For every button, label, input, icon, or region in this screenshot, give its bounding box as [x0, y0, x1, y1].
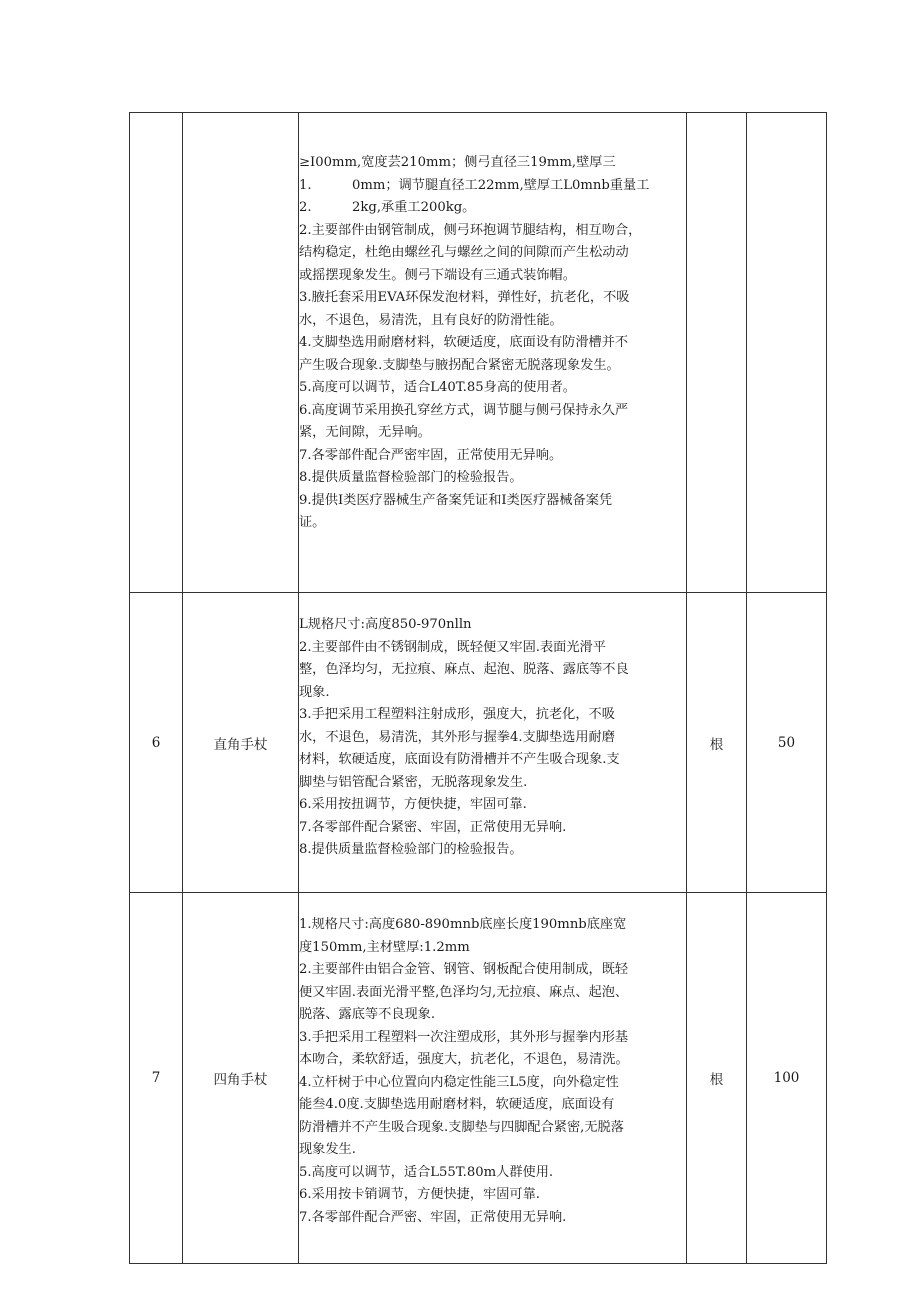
line-text: 8.提供质量监督检验部门的检验报告。 [299, 842, 523, 857]
item-quantity-cell: 50 [747, 593, 827, 893]
description-line [299, 959, 686, 982]
line-text: 便又牢固.表面光滑平整,色泽均匀,无拉痕、麻点、起泡、 [299, 984, 629, 1000]
item-quantity-cell: 100 [747, 893, 827, 1264]
description-line [299, 152, 686, 175]
description-line [299, 614, 686, 637]
line-number: 2. [299, 200, 312, 215]
description-line [299, 512, 686, 535]
line-text: 产生吸合现象.支脚垫与腋拐配合紧密无脱落现象发生。 [299, 357, 620, 373]
description-line [299, 1094, 686, 1117]
line-text: 2.主要部件由钢管制成，侧弓环抱调节腿结构，相互吻合， [299, 222, 642, 238]
line-text: 防滑槽并不产生吸合现象.支脚垫与四脚配合紧密,无脱落 [299, 1119, 624, 1135]
description-line [299, 772, 686, 795]
line-text: 脱落、露底等不良现象. [299, 1007, 436, 1022]
line-text: 2kg,承重工200kg。 [352, 200, 476, 215]
description-line [299, 749, 686, 772]
line-text: 0mm；调节腿直径工22mm,壁厚工L0mnb重量工 [352, 177, 650, 193]
line-text: 脚垫与铝管配合紧密，无脱落现象发生. [299, 774, 528, 790]
table-row [130, 113, 827, 593]
description-line [299, 1162, 686, 1185]
description-line [299, 467, 686, 490]
line-text: 6.高度调节采用换孔穿丝方式，调节腿与侧弓保持永久严 [299, 402, 629, 418]
line-text: 5.高度可以调节，适合L55T.80m人群使用. [299, 1164, 554, 1180]
line-text: 水，不退色，易清洗，其外形与握拳4.支脚垫选用耐磨 [299, 729, 615, 745]
line-text: 9.提供I类医疗器械生产备案凭证和I类医疗器械备案凭 [299, 492, 613, 508]
line-text: 证。 [299, 515, 326, 530]
description-line [299, 704, 686, 727]
line-text: 度150mm,主材壁厚:1.2mm [299, 939, 470, 955]
description-line [299, 1117, 686, 1140]
item-number-cell [130, 113, 183, 593]
item-name-cell: 四角手杖 [183, 893, 299, 1264]
line-text: 4.立杆树于中心位置向内稳定性能三L5度，向外稳定性 [299, 1074, 619, 1090]
description-line [299, 1004, 686, 1027]
description-line [299, 1027, 686, 1050]
line-text: 5.高度可以调节，适合L40T.85身高的使用者。 [299, 380, 576, 395]
item-name-cell: 直角手杖 [183, 593, 299, 893]
item-unit-cell: 根 [687, 593, 747, 893]
line-text: 1.规格尺寸:高度680-890mnb底座长度190mnb底座宽 [299, 917, 627, 932]
line-text: 材料，软硬适度，底面设有防滑槽并不产生吸合现象.支 [299, 752, 620, 767]
description-line [299, 400, 686, 423]
description-line [299, 914, 686, 937]
line-text: 3.手把采用工程塑料一次注塑成形，其外形与握拳内形基 [299, 1029, 629, 1045]
description-line [299, 445, 686, 468]
line-text: 7.各零部件配合严密、牢固，正常使用无异响. [299, 1209, 567, 1225]
table-row [130, 593, 827, 893]
item-description-cell [299, 893, 687, 1264]
description-line [299, 242, 686, 265]
description-line [299, 310, 686, 333]
line-text: 3.手把采用工程塑料注射成形，强度大，抗老化，不吸 [299, 707, 615, 722]
description-line [299, 287, 686, 310]
line-text: 水，不退色，易清洗，且有良好的防滑性能。 [299, 312, 563, 328]
line-text: 现象发生. [299, 1142, 356, 1157]
description-line [299, 1184, 686, 1207]
description-line [299, 377, 686, 400]
line-text: 结构稳定，杜绝由螺丝孔与螺丝之间的间隙而产生松动动 [299, 245, 629, 260]
description-line [299, 839, 686, 862]
line-text: L规格尺寸:高度850-970nlln [299, 617, 472, 632]
item-description-cell [299, 593, 687, 893]
item-description-cell [299, 113, 687, 593]
line-text: 7.各零部件配合严密牢固，正常使用无异响。 [299, 447, 563, 463]
line-text: 2.主要部件由铝合金管、钢管、钢板配合使用制成，既轻 [299, 962, 629, 977]
description-line [299, 727, 686, 750]
description-line [299, 682, 686, 705]
line-text: 或摇摆现象发生。侧弓下端设有三通式装饰帽。 [299, 267, 576, 283]
description-line [299, 937, 686, 960]
line-text: 紧，无间隙，无异响。 [299, 425, 431, 440]
line-text: ≥I00mm,宽度芸210mm；侧弓直径三19mm,壁厚三 [299, 155, 616, 170]
line-text: 6.采用按扭调节，方便快捷，牢固可靠. [299, 797, 527, 812]
description-line [299, 220, 686, 243]
description-line [299, 1049, 686, 1072]
description-line [299, 490, 686, 513]
description-line [299, 197, 686, 220]
line-text: 能叁4.0度.支脚垫选用耐磨材料，软硬适度，底面设有 [299, 1097, 615, 1112]
description-lines [299, 614, 686, 862]
item-number-cell: 7 [130, 893, 183, 1264]
description-lines [299, 152, 686, 535]
line-text: 7.各零部件配合紧密、牢固，正常使用无异响. [299, 819, 567, 835]
item-unit-cell: 根 [687, 893, 747, 1264]
line-text: 4.支脚垫选用耐磨材料，软硬适度，底面设有防滑槽并不 [299, 335, 629, 350]
line-text: 整，色泽均匀，无拉痕、麻点、起泡、脱落、露底等不良 [299, 662, 629, 677]
description-line [299, 1139, 686, 1162]
line-text: 6.采用按卡销调节，方便快捷，牢固可靠. [299, 1187, 540, 1202]
item-number-cell: 6 [130, 593, 183, 893]
description-line [299, 265, 686, 288]
item-unit-cell [687, 113, 747, 593]
description-line [299, 794, 686, 817]
line-text: 2.主要部件由不锈钢制成，既轻便又牢固.表面光滑平 [299, 639, 606, 655]
description-lines [299, 914, 686, 1229]
description-line [299, 1072, 686, 1095]
description-line [299, 982, 686, 1005]
description-line [299, 175, 686, 198]
line-number: 1. [299, 177, 312, 193]
table-row [130, 893, 827, 1264]
description-line [299, 637, 686, 660]
description-line [299, 1207, 686, 1230]
description-line [299, 355, 686, 378]
line-text: 本吻合，柔软舒适，强度大，抗老化，不退色，易清洗。 [299, 1052, 629, 1067]
description-line [299, 817, 686, 840]
item-quantity-cell [747, 113, 827, 593]
description-line [299, 422, 686, 445]
description-line [299, 659, 686, 682]
line-text: 8.提供质量监督检验部门的检验报告。 [299, 470, 523, 485]
spec-table [129, 112, 827, 1264]
description-line [299, 332, 686, 355]
item-name-cell [183, 113, 299, 593]
line-text: 现象. [299, 684, 330, 700]
line-text: 3.腋托套采用EVA环保发泡材料，弹性好，抗老化，不吸 [299, 290, 630, 305]
